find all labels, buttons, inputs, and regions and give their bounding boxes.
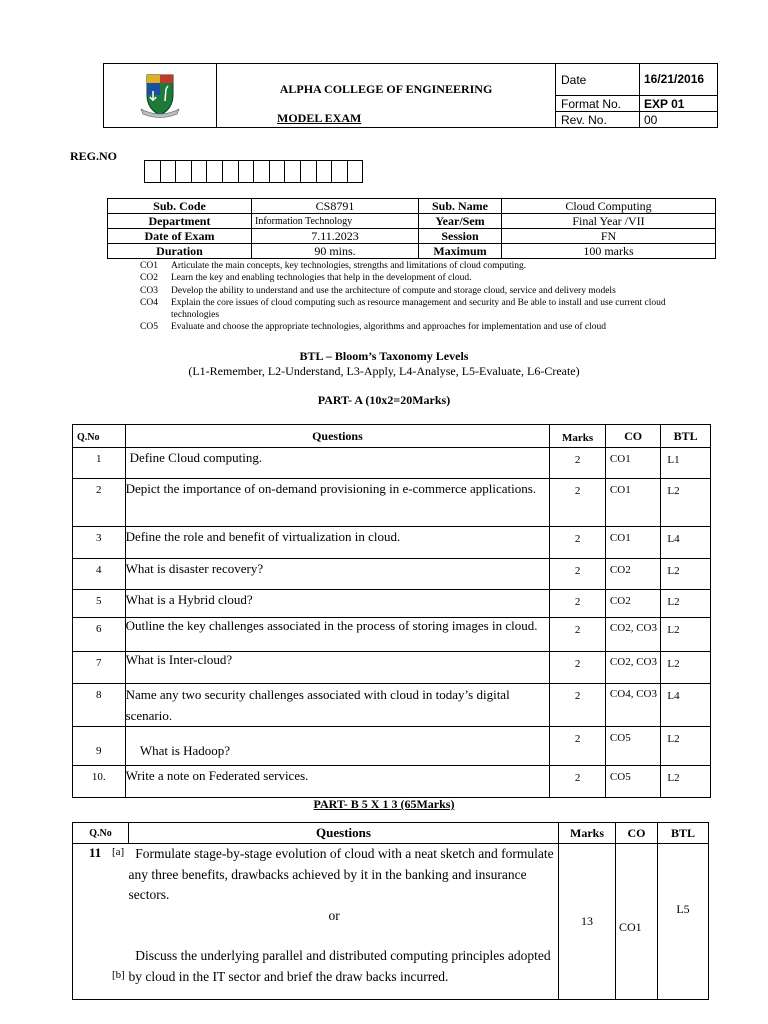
- col-co: CO: [605, 425, 660, 448]
- col-marks: Marks: [559, 823, 616, 844]
- part-a-title: PART- A (10x2=20Marks): [317, 393, 451, 407]
- part-b-table: [72, 822, 709, 1000]
- exam-title: MODEL EXAM: [277, 111, 362, 125]
- q11-a-text: Formulate stage-by-stage evolution of cloud with a neat sketch and formulate any three benefits, drawbacks achieved by it in the banking and insurance sectors.: [128, 846, 557, 902]
- college-logo-cell: [104, 64, 217, 128]
- format-label: Format No.: [556, 96, 640, 112]
- btl-title: BTL – Bloom’s Taxonomy Levels: [299, 349, 469, 363]
- session: FN: [502, 229, 716, 244]
- course-outcomes-list: [140, 260, 700, 334]
- department: Information Technology: [252, 214, 419, 229]
- part-a-table: [72, 424, 711, 798]
- year-sem: Final Year /VII: [502, 214, 716, 229]
- q11-or: or: [328, 907, 340, 923]
- exam-info-table: [107, 198, 716, 259]
- date-of-exam-label: Date of Exam: [108, 229, 252, 244]
- table-row: 7 What is Inter-cloud? 2 CO2, CO3 L2: [73, 652, 711, 684]
- header-table: [103, 63, 718, 128]
- table-row: 1 Define Cloud computing. 2 CO1 L1: [73, 448, 711, 479]
- rev-label: Rev. No.: [556, 112, 640, 128]
- sub-name: Cloud Computing: [502, 199, 716, 214]
- department-label: Department: [108, 214, 252, 229]
- q11-btl: L5: [658, 844, 709, 1000]
- q11-number-cell: 11 [a] [b]: [73, 844, 129, 1000]
- q11-question-cell: [129, 844, 559, 1000]
- list-item: CO1 Articulate the main concepts, key technologies, strengths and limitations of cloud computing.: [140, 261, 527, 271]
- col-questions: Questions: [125, 425, 550, 448]
- title-cell: [217, 64, 556, 128]
- duration-label: Duration: [108, 244, 252, 259]
- btl-levels: (L1-Remember, L2-Understand, L3-Apply, L4-Analyse, L5-Evaluate, L6-Create): [188, 364, 580, 378]
- col-co: CO: [616, 823, 658, 844]
- col-marks: Marks: [550, 425, 606, 448]
- q11-marks: 13: [559, 844, 616, 1000]
- college-name: ALPHA COLLEGE OF ENGINEERING: [279, 82, 493, 96]
- sub-code-label: Sub. Code: [108, 199, 252, 214]
- date-value: 16/21/2016: [640, 64, 718, 96]
- part-b-title: PART- B 5 X 1 3 (65Marks): [313, 797, 455, 811]
- sub-name-label: Sub. Name: [419, 199, 502, 214]
- date-label: Date: [556, 64, 640, 96]
- col-btl: BTL: [661, 425, 711, 448]
- table-row: 6 Outline the key challenges associated in the process of storing images in cloud. 2 CO2, CO3 L2: [73, 618, 711, 652]
- col-questions: Questions: [129, 823, 559, 844]
- date-of-exam: 7.11.2023: [252, 229, 419, 244]
- reg-no-boxes[interactable]: [145, 160, 363, 183]
- q11-b-text: Discuss the underlying parallel and distributed computing principles adopted by cloud in the IT sector and brief the draw backs incurred.: [128, 948, 555, 984]
- session-label: Session: [419, 229, 502, 244]
- maximum: 100 marks: [502, 244, 716, 259]
- sub-code: CS8791: [252, 199, 419, 214]
- q11-co: CO1: [616, 844, 658, 1000]
- table-row: 3 Define the role and benefit of virtualization in cloud. 2 CO1 L4: [73, 527, 711, 559]
- year-sem-label: Year/Sem: [419, 214, 502, 229]
- table-row: 9 What is Hadoop? 2 CO5 L2: [73, 727, 711, 766]
- rev-value: 00: [640, 112, 718, 128]
- col-qno: Q.No: [73, 823, 129, 844]
- college-crest-icon: [135, 69, 185, 119]
- list-item: CO2 Learn the key and enabling technologies that help in the development of cloud.: [140, 273, 472, 284]
- list-item: CO4 Explain the core issues of cloud computing such as resource management and security and Be able to install and use current cloud technologies: [140, 297, 666, 321]
- table-row: 10. Write a note on Federated services. 2 CO5 L2: [73, 766, 711, 798]
- format-value: EXP 01: [640, 96, 718, 112]
- list-item: CO3 Develop the ability to understand and use the architecture of compute and storage cloud, service and delivery models: [140, 285, 616, 296]
- table-row: 5 What is a Hybrid cloud? 2 CO2 L2: [73, 590, 711, 618]
- list-item: CO5 Evaluate and choose the appropriate technologies, algorithms and approaches for implementation and use of cloud: [140, 322, 607, 333]
- table-row: [73, 844, 709, 1000]
- duration: 90 mins.: [252, 244, 419, 259]
- table-row: 8 Name any two security challenges associated with cloud in today’s digital scenario. 2 CO4, CO3 L4: [73, 684, 711, 727]
- reg-no-label: REG.NO: [70, 149, 118, 163]
- maximum-label: Maximum: [419, 244, 502, 259]
- col-qno: Q.No: [73, 425, 126, 448]
- col-btl: BTL: [658, 823, 709, 844]
- table-row: 2 Depict the importance of on-demand provisioning in e-commerce applications. 2 CO1 L2: [73, 479, 711, 527]
- table-row: 4 What is disaster recovery? 2 CO2 L2: [73, 559, 711, 590]
